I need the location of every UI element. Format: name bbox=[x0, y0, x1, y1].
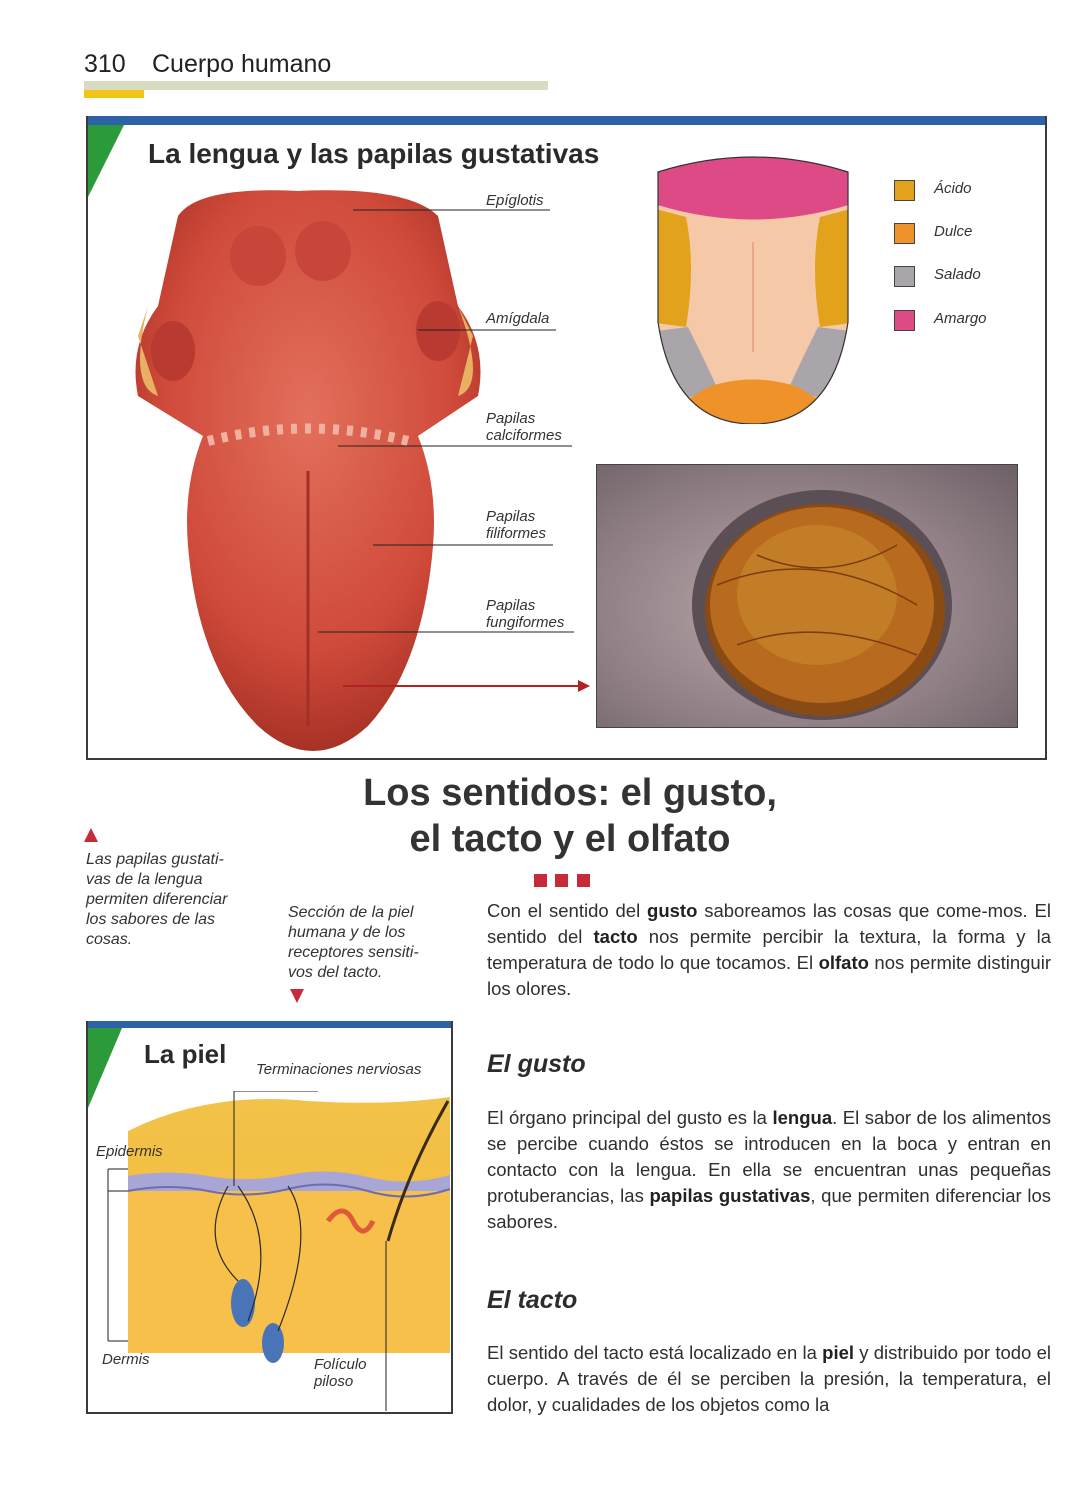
gusto-text: . El sabor de los alimentos se percibe cuando éstos se introducen en la boca y entran en contacto con la lengua. En ella se encuentran unas pequeñas protuberancias, las bbox=[487, 1107, 1052, 1206]
legend-label-dulce: Dulce bbox=[934, 223, 973, 240]
label-follicle-1: Folículo bbox=[314, 1356, 367, 1373]
intro-bold-tacto: tacto bbox=[593, 926, 638, 947]
gusto-paragraph bbox=[487, 1105, 1051, 1235]
label-epidermis: Epidermis bbox=[96, 1143, 163, 1160]
caption-tongue-line: Las papilas gustati- bbox=[86, 851, 224, 868]
label-filiformes-1: Papilas bbox=[486, 508, 536, 525]
tongue-figure-title: La lengua y las papilas gustativas bbox=[148, 138, 600, 169]
label-amigdala: Amígdala bbox=[486, 310, 550, 327]
main-title bbox=[300, 770, 840, 862]
label-filiformes-2: filiformes bbox=[486, 525, 547, 542]
legend-swatch-salado bbox=[894, 266, 915, 287]
tacto-text: El sentido del tacto está localizado en la bbox=[487, 1342, 823, 1363]
skin-figure bbox=[86, 1021, 453, 1414]
label-calciformes-1: Papilas bbox=[486, 410, 536, 427]
intro-text: nos permite percibir la textura, la forma y la temperatura de todo lo que tocamos. El bbox=[487, 926, 1051, 973]
caption-tongue-line: permiten diferenciar bbox=[86, 891, 228, 908]
skin-figure-title: La piel bbox=[144, 1039, 227, 1069]
triangle-up-icon bbox=[84, 828, 98, 842]
tacto-text: y distribuido por todo el cuerpo. A través de él se perciben la presión, la temperatura, el dolor, y cualidades de los objetos como la bbox=[487, 1342, 1051, 1415]
title-square-2 bbox=[555, 874, 568, 887]
label-fungiformes-1: Papilas bbox=[486, 597, 536, 614]
header-rule bbox=[84, 81, 548, 90]
caption-skin-line: Sección de la piel bbox=[288, 904, 414, 921]
intro-text: nos permite distinguir los olores. bbox=[487, 952, 1051, 999]
legend-label-amargo: Amargo bbox=[934, 310, 987, 327]
triangle-down-icon bbox=[290, 989, 304, 1003]
taste-map bbox=[648, 152, 858, 424]
intro-bold-gusto: gusto bbox=[647, 900, 698, 921]
caption-skin-line: humana y de los bbox=[288, 924, 406, 941]
caption-skin bbox=[288, 903, 458, 983]
section-title: Cuerpo humano bbox=[152, 50, 332, 78]
heading-gusto: El gusto bbox=[487, 1050, 586, 1078]
label-calciformes-2: calciformes bbox=[486, 427, 562, 444]
skin-figure-top-bar bbox=[88, 1021, 451, 1028]
main-title-line2: el tacto y el olfato bbox=[409, 818, 731, 860]
tacto-paragraph bbox=[487, 1340, 1051, 1418]
legend-swatch-acido bbox=[894, 180, 915, 201]
intro-paragraph bbox=[487, 898, 1051, 1002]
legend-label-salado: Salado bbox=[934, 266, 981, 283]
intro-bold-olfato: olfato bbox=[818, 952, 869, 973]
page-number: 310 bbox=[84, 50, 126, 78]
heading-tacto: El tacto bbox=[487, 1286, 578, 1314]
main-title-line1: Los sentidos: el gusto, bbox=[363, 772, 777, 814]
caption-tongue-line: los sabores de las bbox=[86, 911, 215, 928]
caption-tongue bbox=[86, 850, 276, 950]
gusto-text: , que permiten diferenciar los sabores. bbox=[487, 1185, 1051, 1232]
caption-tongue-line: cosas. bbox=[86, 931, 133, 948]
label-follicle-2: piloso bbox=[314, 1373, 354, 1390]
label-fungiformes-2: fungiformes bbox=[486, 614, 565, 631]
tongue-figure bbox=[86, 116, 1047, 760]
caption-skin-line: receptores sensiti- bbox=[288, 944, 419, 961]
gusto-text: El órgano principal del gusto es la bbox=[487, 1107, 773, 1128]
caption-skin-line: vos del tacto. bbox=[288, 964, 383, 981]
title-square-3 bbox=[577, 874, 590, 887]
legend-swatch-amargo bbox=[894, 310, 915, 331]
intro-text: saboreamos las cosas que come-mos. El sentido del bbox=[487, 900, 1051, 947]
label-nerve-endings: Terminaciones nerviosas bbox=[256, 1061, 422, 1078]
gusto-bold-papilas: papilas gustativas bbox=[649, 1185, 811, 1206]
papilla-micrograph bbox=[596, 464, 1018, 728]
gusto-bold-lengua: lengua bbox=[772, 1107, 833, 1128]
label-epiglotis: Epíglotis bbox=[486, 192, 544, 209]
legend-swatch-dulce bbox=[894, 223, 915, 244]
label-dermis: Dermis bbox=[102, 1351, 150, 1368]
tacto-bold-piel: piel bbox=[822, 1342, 855, 1363]
legend-label-acido: Ácido bbox=[934, 180, 972, 197]
caption-tongue-line: vas de la lengua bbox=[86, 871, 203, 888]
intro-text: Con el sentido del bbox=[487, 900, 648, 921]
title-square-1 bbox=[534, 874, 547, 887]
header-accent bbox=[84, 90, 144, 98]
